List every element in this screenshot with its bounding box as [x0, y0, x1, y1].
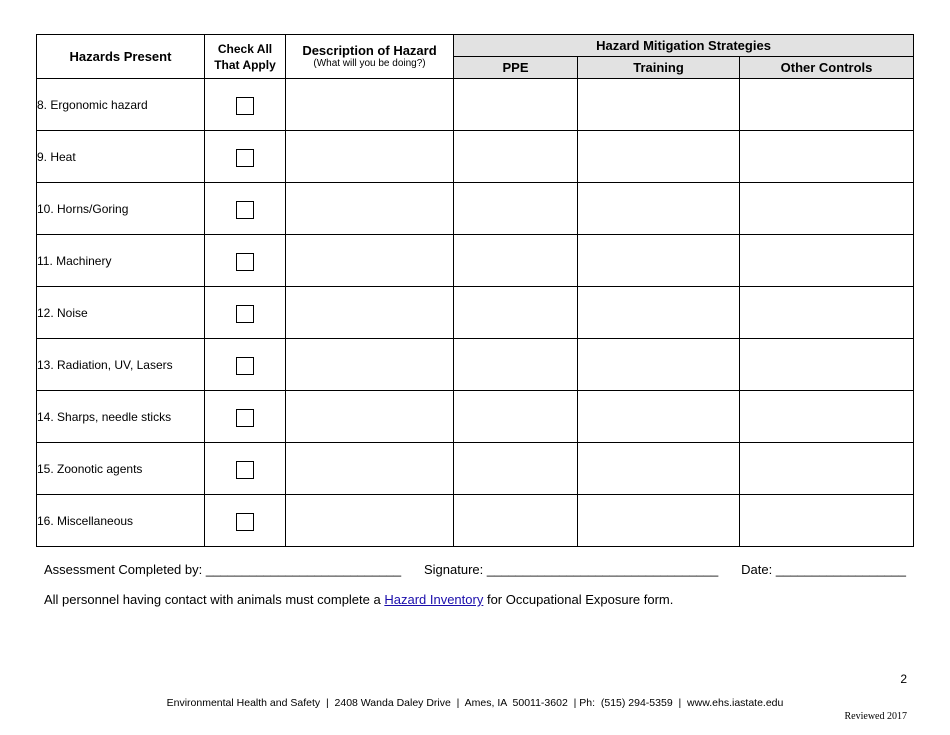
check-cell — [205, 79, 286, 131]
training-cell[interactable] — [578, 287, 740, 339]
hazard-checkbox[interactable] — [236, 513, 254, 531]
description-cell[interactable] — [286, 131, 454, 183]
header-check-line2: That Apply — [214, 57, 276, 72]
other-controls-cell[interactable] — [740, 131, 914, 183]
other-controls-cell[interactable] — [740, 79, 914, 131]
table-row — [37, 339, 914, 391]
signature-field[interactable]: Signature: ________________________________ — [424, 562, 719, 577]
hazard-checkbox[interactable] — [236, 461, 254, 479]
note-text-after: for Occupational Exposure form. — [483, 592, 674, 607]
ppe-cell[interactable] — [454, 287, 578, 339]
hazard-table — [36, 34, 914, 547]
hazard-label: 16. Miscellaneous — [37, 495, 205, 547]
signoff-line — [44, 562, 906, 577]
description-cell[interactable] — [286, 391, 454, 443]
other-controls-cell[interactable] — [740, 443, 914, 495]
hazard-checkbox[interactable] — [236, 149, 254, 167]
hazard-checkbox[interactable] — [236, 201, 254, 219]
training-cell[interactable] — [578, 183, 740, 235]
table-row — [37, 183, 914, 235]
page-number: 2 — [900, 672, 907, 686]
reviewed-date: Reviewed 2017 — [844, 711, 907, 722]
ppe-cell[interactable] — [454, 79, 578, 131]
training-cell[interactable] — [578, 391, 740, 443]
hazard-checkbox[interactable] — [236, 97, 254, 115]
header-description-title: Description of Hazard — [302, 43, 437, 58]
hazard-checkbox[interactable] — [236, 253, 254, 271]
check-cell — [205, 235, 286, 287]
header-other-controls: Other Controls — [740, 57, 914, 79]
ppe-cell[interactable] — [454, 391, 578, 443]
table-row — [37, 443, 914, 495]
other-controls-cell[interactable] — [740, 391, 914, 443]
check-cell — [205, 131, 286, 183]
assessment-completed-by-field[interactable]: Assessment Completed by: ___________________________ — [44, 562, 402, 577]
header-training: Training — [578, 57, 740, 79]
ppe-cell[interactable] — [454, 443, 578, 495]
header-description — [286, 35, 454, 79]
hazard-label: 11. Machinery — [37, 235, 205, 287]
description-cell[interactable] — [286, 235, 454, 287]
other-controls-cell[interactable] — [740, 183, 914, 235]
hazard-label: 13. Radiation, UV, Lasers — [37, 339, 205, 391]
hazard-label: 12. Noise — [37, 287, 205, 339]
other-controls-cell[interactable] — [740, 235, 914, 287]
training-cell[interactable] — [578, 79, 740, 131]
ppe-cell[interactable] — [454, 131, 578, 183]
other-controls-cell[interactable] — [740, 287, 914, 339]
training-cell[interactable] — [578, 131, 740, 183]
ppe-cell[interactable] — [454, 495, 578, 547]
description-cell[interactable] — [286, 79, 454, 131]
hazard-inventory-link[interactable]: Hazard Inventory — [384, 592, 484, 607]
header-check-all — [205, 35, 286, 79]
description-cell[interactable] — [286, 287, 454, 339]
table-row — [37, 391, 914, 443]
note-text-before: All personnel having contact with animals must complete a — [44, 592, 385, 607]
check-cell — [205, 339, 286, 391]
footer-address: Environmental Health and Safety | 2408 Wanda Daley Drive | Ames, IA 50011-3602 | Ph: (515) 294-5359 | www.ehs.iastate.edu — [166, 697, 784, 709]
header-ppe: PPE — [454, 57, 578, 79]
table-row — [37, 131, 914, 183]
description-cell[interactable] — [286, 443, 454, 495]
check-cell — [205, 287, 286, 339]
training-cell[interactable] — [578, 443, 740, 495]
header-description-subtitle: (What will you be doing?) — [313, 58, 426, 69]
hazard-label: 9. Heat — [37, 131, 205, 183]
hazard-label: 8. Ergonomic hazard — [37, 79, 205, 131]
other-controls-cell[interactable] — [740, 339, 914, 391]
other-controls-cell[interactable] — [740, 495, 914, 547]
training-cell[interactable] — [578, 235, 740, 287]
ppe-cell[interactable] — [454, 235, 578, 287]
ppe-cell[interactable] — [454, 339, 578, 391]
training-cell[interactable] — [578, 495, 740, 547]
hazard-checkbox[interactable] — [236, 357, 254, 375]
header-hazards-present: Hazards Present — [37, 35, 205, 79]
check-cell — [205, 183, 286, 235]
table-row — [37, 235, 914, 287]
check-cell — [205, 391, 286, 443]
hazard-checkbox[interactable] — [236, 409, 254, 427]
header-check-line1: Check All — [217, 41, 273, 56]
table-row — [37, 79, 914, 131]
check-cell — [205, 443, 286, 495]
description-cell[interactable] — [286, 183, 454, 235]
training-cell[interactable] — [578, 339, 740, 391]
table-row — [37, 287, 914, 339]
date-field[interactable]: Date: __________________ — [741, 562, 906, 577]
instruction-note — [44, 592, 673, 607]
header-mitigation: Hazard Mitigation Strategies — [454, 35, 914, 57]
hazard-label: 10. Horns/Goring — [37, 183, 205, 235]
table-row — [37, 495, 914, 547]
hazard-label: 14. Sharps, needle sticks — [37, 391, 205, 443]
hazard-checkbox[interactable] — [236, 305, 254, 323]
hazard-label: 15. Zoonotic agents — [37, 443, 205, 495]
ppe-cell[interactable] — [454, 183, 578, 235]
check-cell — [205, 495, 286, 547]
description-cell[interactable] — [286, 495, 454, 547]
description-cell[interactable] — [286, 339, 454, 391]
